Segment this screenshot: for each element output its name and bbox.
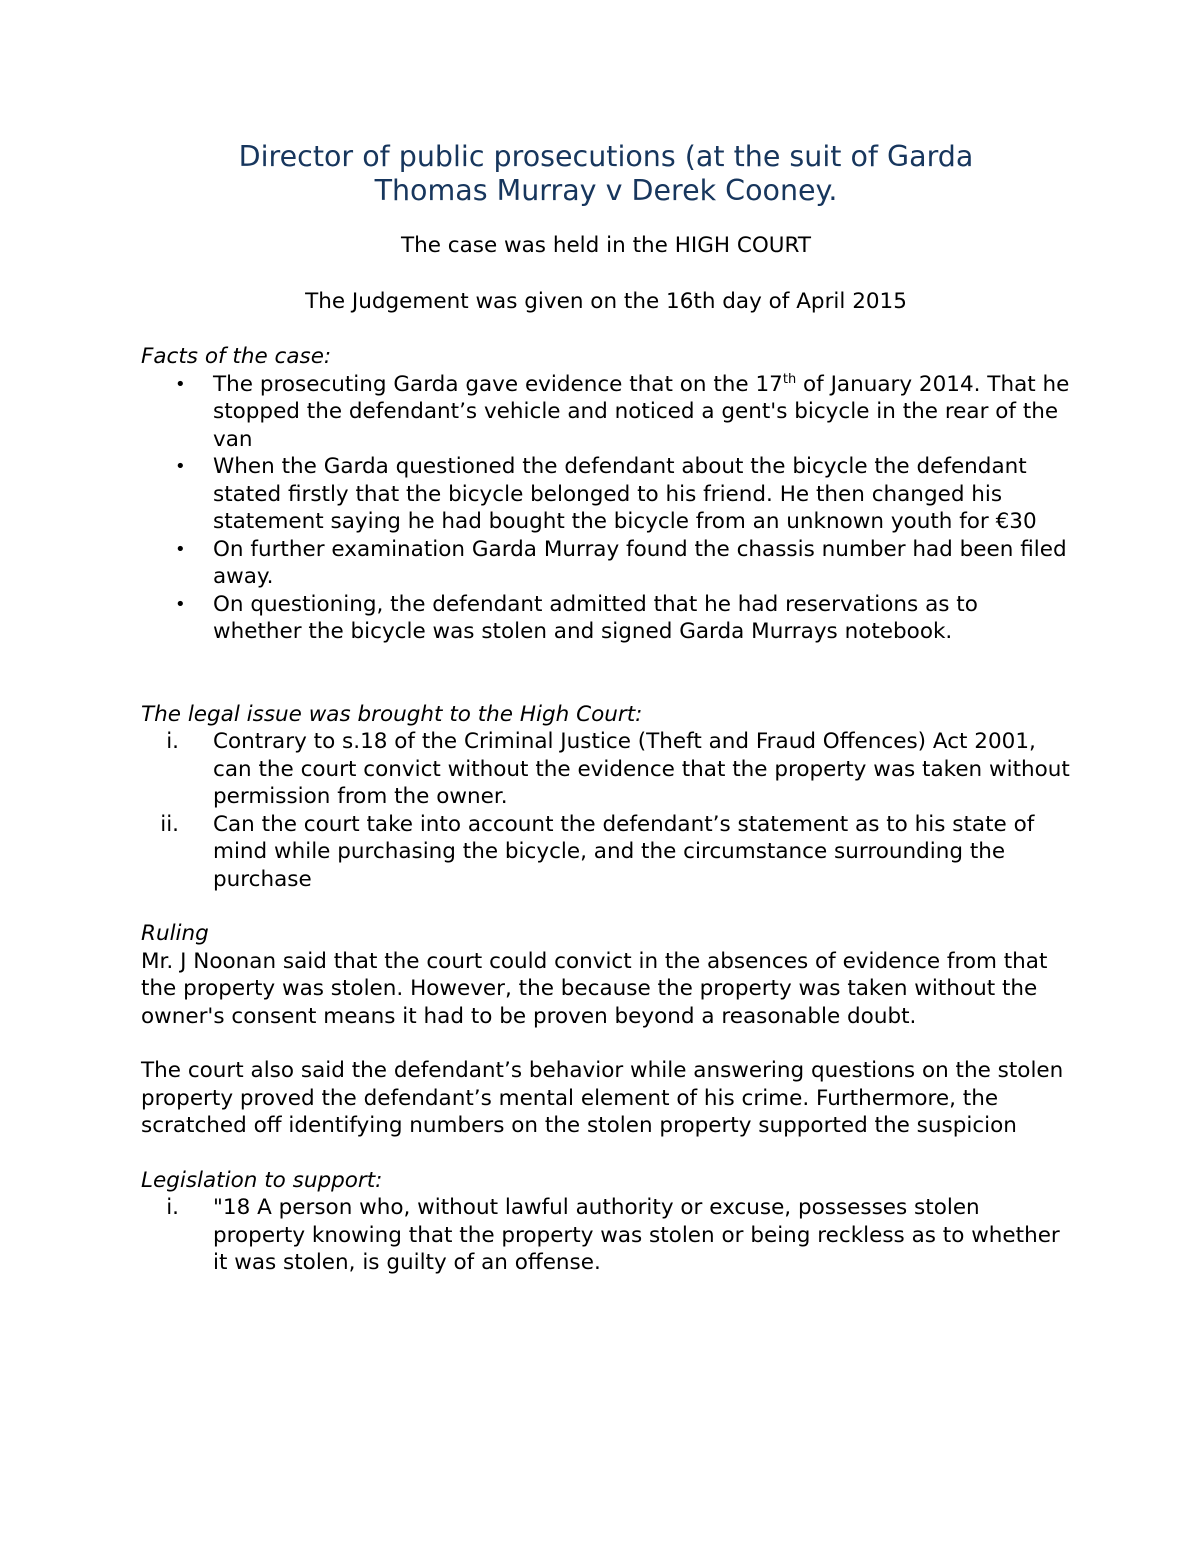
court-line: The case was held in the HIGH COURT xyxy=(400,233,812,258)
title-line-2: Thomas Murray v Derek Cooney. xyxy=(374,174,838,207)
legal-issue-text: Contrary to s.18 of the Criminal Justice (Theft and Fraud Offences) Act 2001, can the court convict without the evidence that the property was taken without permission from the owner. xyxy=(213,729,1070,809)
ruling-paragraph-2: The court also said the defendant’s behavior while answering questions on the stolen property proved the defendant’s mental element of his crime. Furthermore, the scratched off identifying numbers on the stolen property supported the suspicion xyxy=(141,1058,1064,1138)
document-title xyxy=(141,140,1071,208)
document-page xyxy=(141,140,1071,1277)
fact-text-before-sup: The prosecuting Garda gave evidence that on the 17 xyxy=(213,371,783,397)
title-line-1: Director of public prosecutions (at the suit of Garda xyxy=(238,140,974,173)
legal-issue-text: Can the court take into account the defendant’s statement as to his state of mind while purchasing the bicycle, and the circumstance surrounding the purchase xyxy=(213,811,1035,892)
list-item xyxy=(141,811,1071,894)
fact-text: On questioning, the defendant admitted that he had reservations as to whether the bicycle was stolen and signed Garda Murrays notebook. xyxy=(213,591,978,644)
list-item xyxy=(141,591,1071,646)
fact-text: On further examination Garda Murray found the chassis number had been filed away. xyxy=(213,536,1067,589)
facts-heading: Facts of the case: xyxy=(141,344,332,369)
roman-numeral-marker: i. xyxy=(166,729,179,754)
bullet-icon: • xyxy=(175,593,186,615)
roman-numeral-marker: ii. xyxy=(160,811,179,837)
roman-numeral-marker: i. xyxy=(166,1195,179,1220)
ruling-paragraph-1: Mr. J Noonan said that the court could convict in the absences of evidence from that the property was stolen. However, the because the property was taken without the owner's consent means it had to be proven beyond a reasonable doubt. xyxy=(141,948,1048,1029)
legal-issue-heading: The legal issue was brought to the High Court: xyxy=(141,701,643,727)
list-item xyxy=(141,453,1071,536)
bullet-icon: • xyxy=(175,456,186,477)
bullet-icon: • xyxy=(175,373,186,395)
legal-issue-list xyxy=(141,728,1071,893)
legislation-list xyxy=(141,1194,1071,1277)
list-item xyxy=(141,1194,1071,1277)
judgement-date-line: The Judgement was given on the 16th day of April 2015 xyxy=(305,288,907,314)
fact-text-after-sup: of January 2014. That he stopped the defendant’s vehicle and noticed a gent's bicycle in the rear of the van xyxy=(213,371,1070,452)
legislation-text: "18 A person who, without lawful authority or excuse, possesses stolen property knowing that the property was stolen or being reckless as to whether it was stolen, is guilty of an offense. xyxy=(213,1195,1060,1275)
bullet-icon: • xyxy=(175,538,186,560)
ruling-heading: Ruling xyxy=(141,921,209,946)
list-item xyxy=(141,371,1071,454)
ordinal-superscript: th xyxy=(782,371,797,387)
list-item xyxy=(141,536,1071,591)
list-item xyxy=(141,728,1071,811)
fact-text: When the Garda questioned the defendant about the bicycle the defendant stated firstly that the bicycle belonged to his friend. He then changed his statement saying he had bought the bicycle from an unknown youth for €30 xyxy=(213,454,1037,534)
facts-list xyxy=(141,371,1071,646)
legislation-heading: Legislation to support: xyxy=(141,1167,383,1193)
